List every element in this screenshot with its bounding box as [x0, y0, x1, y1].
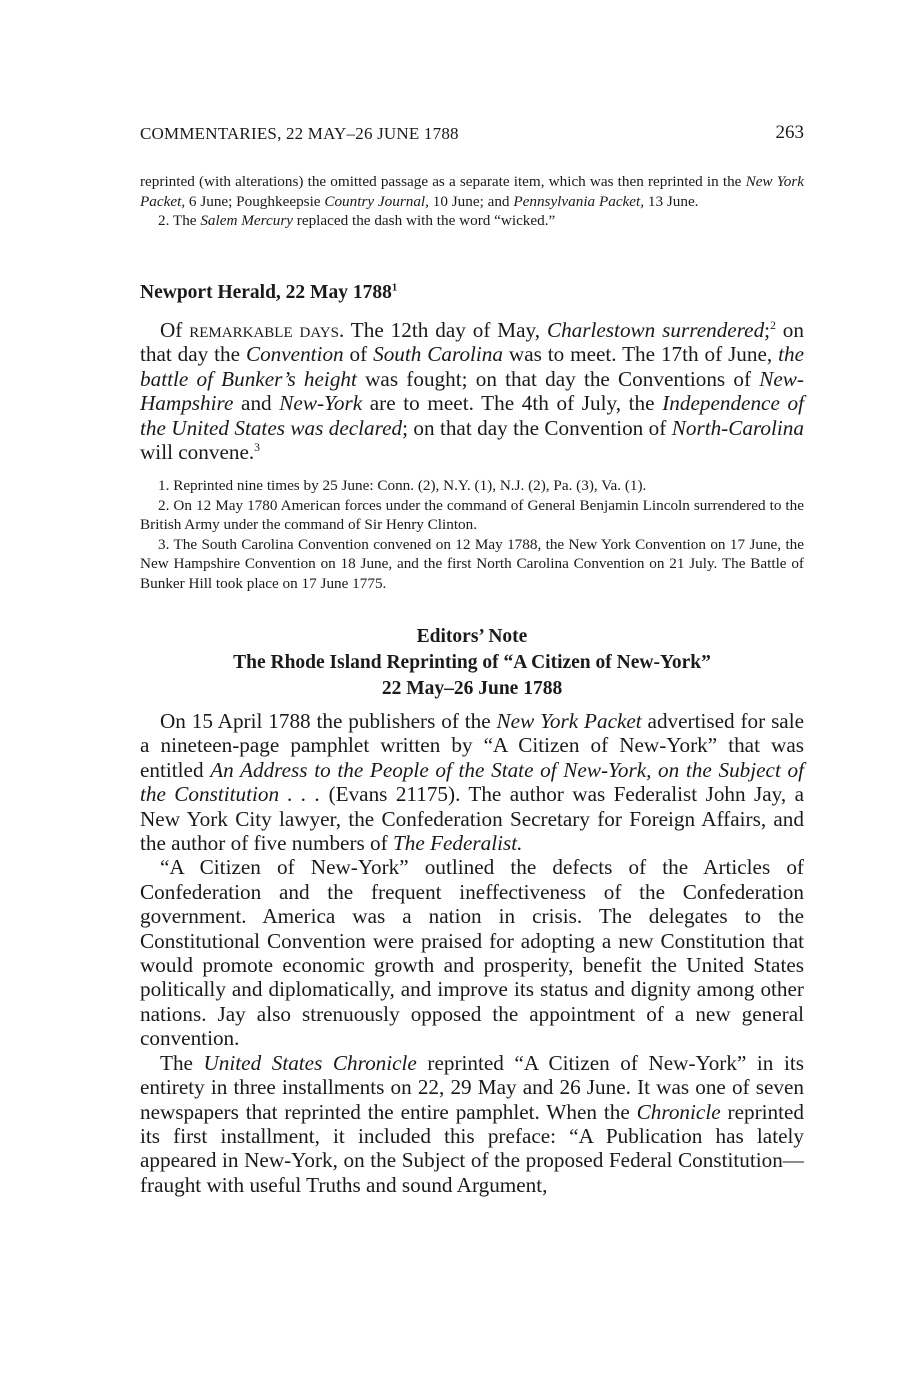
running-title: COMMENTARIES, 22 MAY–26 JUNE 1788	[140, 124, 459, 143]
page-number: 263	[775, 122, 804, 143]
editors-note-title: Editors’ Note	[416, 626, 528, 647]
editors-note-paragraph-1: On 15 April 1788 the publishers of the New York Packet advertised for sale a nineteen-page pamphlet written by “A Citizen of New-York” that was entitled An Address to the People of the State of New-York, on the Subject of the Constitution . . . (Evans 21175). The author was Federalist John Jay, a New York City lawyer, the Confederation Secretary for Foreign Affairs, and the author of five numbers of The Federalist.	[140, 709, 805, 856]
editors-note-subtitle: The Rhode Island Reprinting of “A Citizen of New-York”	[233, 652, 711, 673]
editors-note-text	[140, 709, 804, 1197]
footnote-2: 2. On 12 May 1780 American forces under the command of General Benjamin Lincoln surrendered to the British Army under the command of Sir Henry Clinton.	[140, 496, 804, 534]
section-heading-newport-herald: Newport Herald, 22 May 1788$^1$	[140, 281, 398, 303]
previous-note-continued: reprinted (with alterations) the omitted passage as a separate item, which was then reprinted in the New York Packet, 6 June; Poughkeepsie Country Journal, 10 June; and Pennsylvania Packet, 13 June.	[140, 173, 804, 210]
editors-note-paragraph-3: The United States Chronicle reprinted “A Citizen of New-York” in its entirety in three installments on 22, 29 May and 26 June. It was one of seven newspapers that reprinted the entire pamphlet. When the Chronicle reprinted its first installment, it included this preface: “A Publication has lately appeared in New-York, on the Subject of the proposed Federal Constitution—fraught with useful Truths and sound Argument,	[140, 1050, 804, 1197]
editors-note-paragraph-2: “A Citizen of New-York” outlined the defects of the Articles of Confederation and the frequent ineffectiveness of the Confederation government. America was a nation in crisis. The delegates to the Constitutional Convention were praised for adopting a new Constitution that would promote economic growth and prosperity, benefit the United States politically and diplomatically, and improve its status and dignity among other nations. Jay also strenuously opposed the appointment of a new general convention.	[140, 855, 804, 1051]
footnote-3: 3. The South Carolina Convention convened on 12 May 1788, the New York Convention on 17 June, the New Hampshire Convention on 18 June, and the first North Carolina Convention on 21 July. The Battle of Bunker Hill took place on 17 June 1775.	[140, 535, 804, 592]
newport-herald-footnotes	[140, 476, 804, 594]
editors-note-heading	[140, 624, 804, 702]
previous-note-2: 2. The Salem Mercury replaced the dash with the word “wicked.”	[158, 212, 556, 230]
previous-notes	[140, 172, 804, 231]
footnote-1: 1. Reprinted nine times by 25 June: Conn. (2), N.Y. (1), N.J. (2), Pa. (3), Va. (1).	[158, 477, 647, 494]
running-head	[140, 124, 804, 148]
newport-herald-paragraph: Of remarkable days. The 12th day of May, Charlestown surrendered;$^2$ on that day the Convention of South Carolina was to meet. The 17th of June, the battle of Bunker’s height was fought; on that day the Conventions of New-Hampshire and New-York are to meet. The 4th of July, the Independence of the United States was declared; on that day the Convention of North-Carolina will convene.$^3$	[140, 318, 804, 465]
editors-note-dates: 22 May–26 June 1788	[381, 678, 563, 699]
newport-herald-text	[140, 318, 804, 464]
